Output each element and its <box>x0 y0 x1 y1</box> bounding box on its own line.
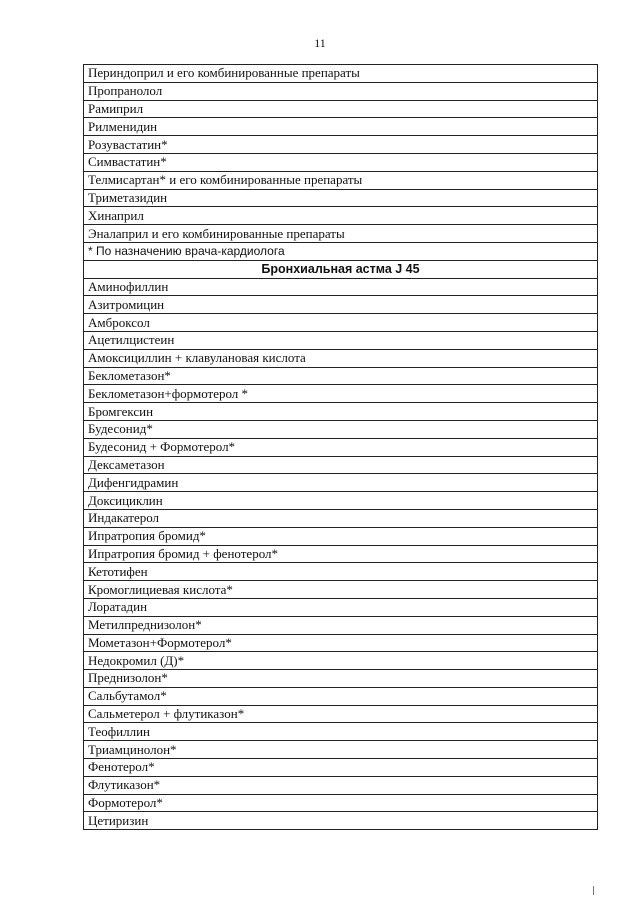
drug-row <box>84 100 598 118</box>
drug-name: Кетотифен <box>84 563 598 581</box>
drug-name: Будесонид + Формотерол* <box>84 438 598 456</box>
drug-row <box>84 65 598 83</box>
drug-row <box>84 474 598 492</box>
drug-row <box>84 670 598 688</box>
drug-list-body <box>84 65 598 830</box>
drug-name: Беклометазон+формотерол * <box>84 385 598 403</box>
drug-name: Бромгексин <box>84 403 598 421</box>
drug-name: Теофиллин <box>84 723 598 741</box>
page-number: 11 <box>314 36 326 50</box>
drug-name: Телмисартан* и его комбинированные препараты <box>84 171 598 189</box>
drug-row <box>84 136 598 154</box>
drug-row <box>84 634 598 652</box>
drug-row <box>84 723 598 741</box>
drug-name: Периндоприл и его комбинированные препараты <box>84 65 598 83</box>
drug-row <box>84 687 598 705</box>
drug-name: Сальметерол + флутиказон* <box>84 705 598 723</box>
drug-row <box>84 598 598 616</box>
drug-name: Цетиризин <box>84 812 598 830</box>
drug-row <box>84 527 598 545</box>
drug-name: Аминофиллин <box>84 278 598 296</box>
drug-name: Флутиказон* <box>84 776 598 794</box>
drug-row <box>84 403 598 421</box>
drug-row <box>84 82 598 100</box>
drug-row <box>84 207 598 225</box>
drug-row <box>84 153 598 171</box>
drug-name: Будесонид* <box>84 420 598 438</box>
drug-row <box>84 225 598 243</box>
drug-name: Метилпреднизолон* <box>84 616 598 634</box>
drug-name: Дексаметазон <box>84 456 598 474</box>
drug-name: Сальбутамол* <box>84 687 598 705</box>
drug-name: Беклометазон* <box>84 367 598 385</box>
drug-row <box>84 509 598 527</box>
drug-row <box>84 545 598 563</box>
drug-row <box>84 652 598 670</box>
drug-name: Фенотерол* <box>84 759 598 777</box>
drug-name: Дифенгидрамин <box>84 474 598 492</box>
drug-name: Рилменидин <box>84 118 598 136</box>
drug-row <box>84 349 598 367</box>
drug-list-table <box>83 64 598 830</box>
drug-name: Хинаприл <box>84 207 598 225</box>
drug-row <box>84 118 598 136</box>
drug-name: Амброксол <box>84 314 598 332</box>
drug-row <box>84 314 598 332</box>
drug-name: Триметазидин <box>84 189 598 207</box>
drug-row <box>84 331 598 349</box>
drug-row <box>84 492 598 510</box>
drug-name: Азитромицин <box>84 296 598 314</box>
drug-row <box>84 438 598 456</box>
drug-row <box>84 189 598 207</box>
drug-name: Ипратропия бромид* <box>84 527 598 545</box>
drug-name: Симвастатин* <box>84 153 598 171</box>
drug-row <box>84 705 598 723</box>
drug-row <box>84 171 598 189</box>
drug-name: Рамиприл <box>84 100 598 118</box>
drug-name: Мометазон+Формотерол* <box>84 634 598 652</box>
section-title: Бронхиальная астма J 45 <box>84 260 598 278</box>
drug-row <box>84 759 598 777</box>
drug-name: Недокромил (Д)* <box>84 652 598 670</box>
drug-name: Триамцинолон* <box>84 741 598 759</box>
drug-row <box>84 278 598 296</box>
drug-row <box>84 794 598 812</box>
drug-name: Амоксициллин + клавулановая кислота <box>84 349 598 367</box>
drug-name: Индакатерол <box>84 509 598 527</box>
drug-row <box>84 776 598 794</box>
drug-name: Эналаприл и его комбинированные препараты <box>84 225 598 243</box>
drug-row <box>84 563 598 581</box>
drug-name: Доксициклин <box>84 492 598 510</box>
drug-row <box>84 367 598 385</box>
drug-name: Лоратадин <box>84 598 598 616</box>
drug-row <box>84 812 598 830</box>
drug-name: Ацетилцистеин <box>84 331 598 349</box>
drug-name: Пропранолол <box>84 82 598 100</box>
drug-row <box>84 456 598 474</box>
drug-name: Преднизолон* <box>84 670 598 688</box>
drug-row <box>84 741 598 759</box>
drug-row <box>84 616 598 634</box>
scan-mark <box>593 886 594 895</box>
drug-row <box>84 385 598 403</box>
drug-name: Розувастатин* <box>84 136 598 154</box>
drug-name: Кромоглициевая кислота* <box>84 581 598 599</box>
section-header-row <box>84 260 598 278</box>
drug-row <box>84 581 598 599</box>
footnote-text: * По назначению врача-кардиолога <box>84 242 598 260</box>
drug-row <box>84 420 598 438</box>
drug-name: Ипратропия бромид + фенотерол* <box>84 545 598 563</box>
footnote-row <box>84 242 598 260</box>
drug-name: Формотерол* <box>84 794 598 812</box>
drug-row <box>84 296 598 314</box>
